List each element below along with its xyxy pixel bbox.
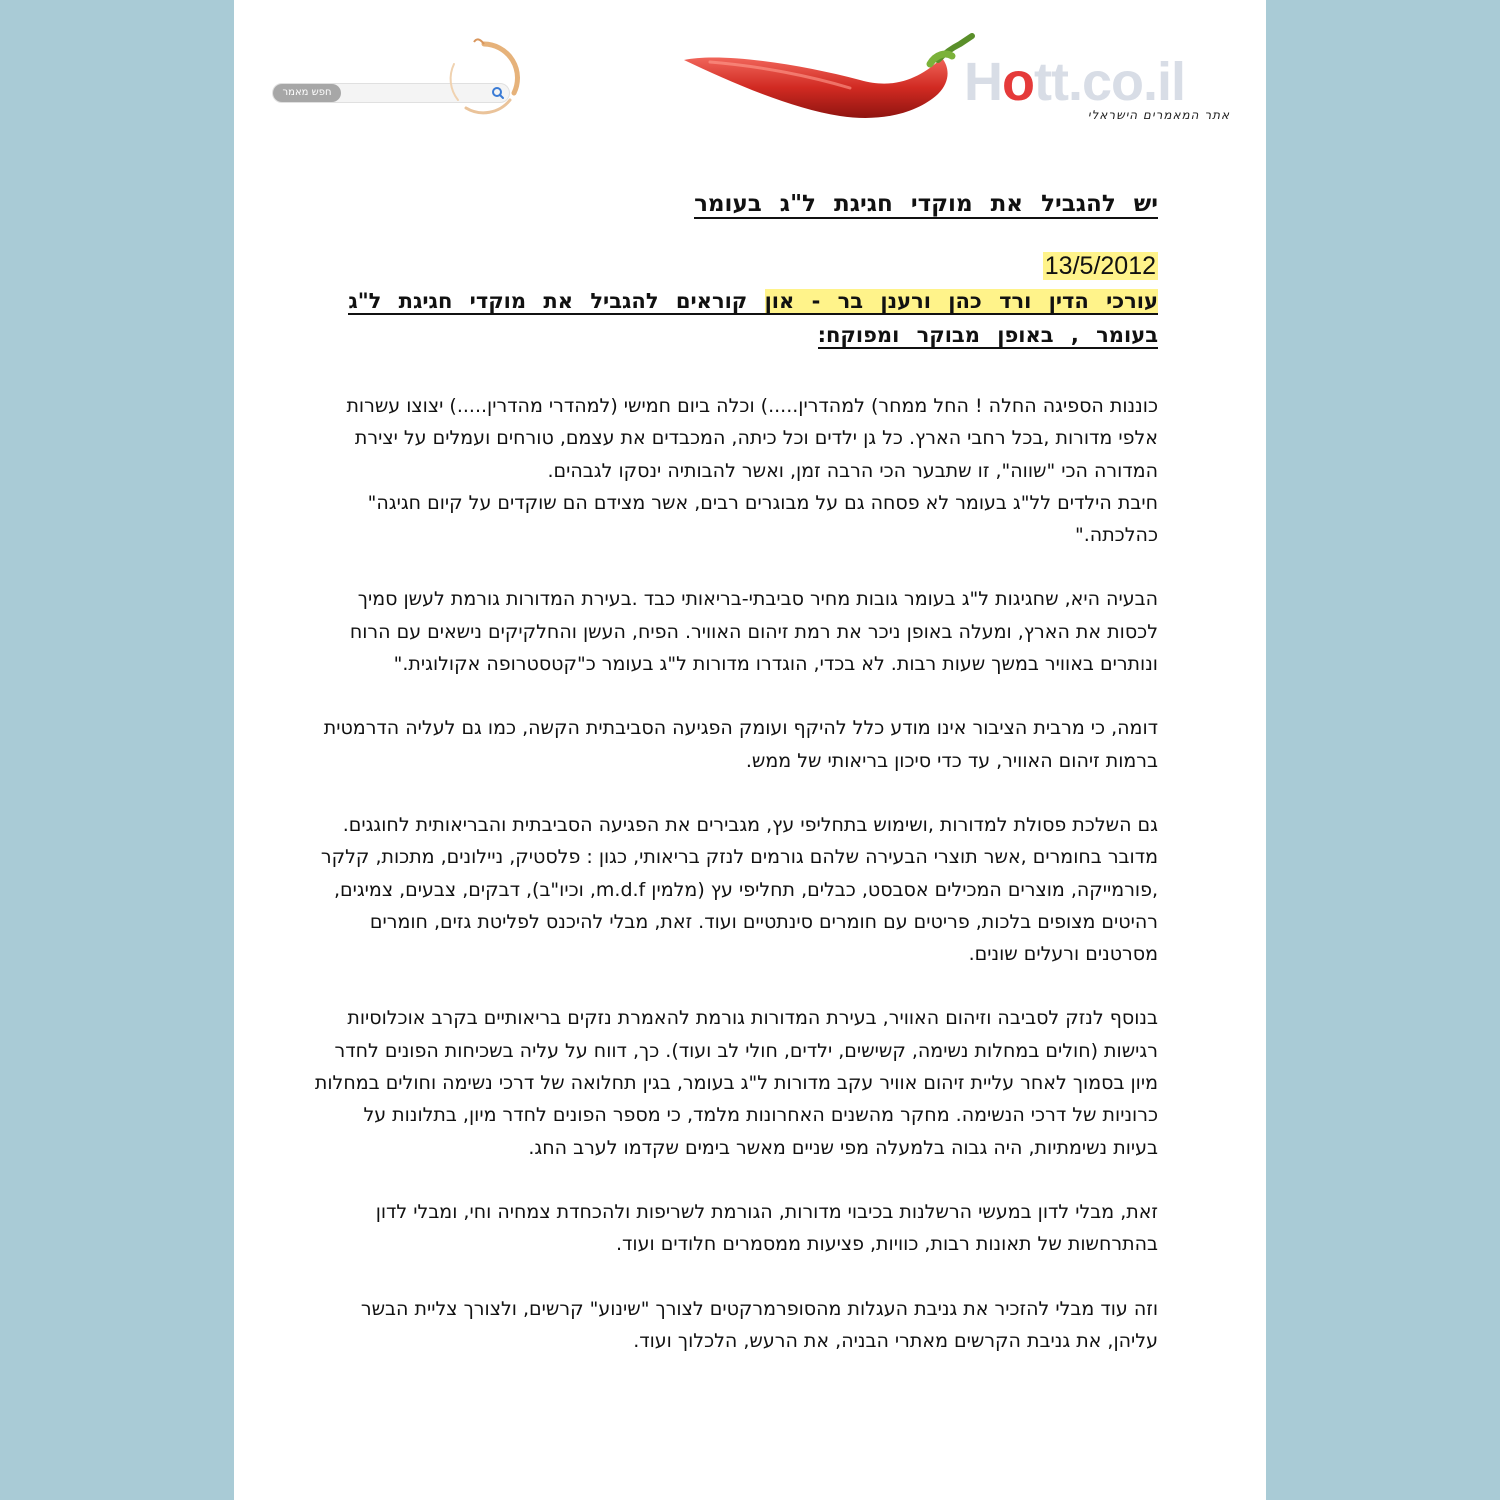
- article-title-text: יש להגביל את מוקדי חגיגת ל"ג בעומר: [694, 191, 1158, 217]
- chili-pepper-logo-image: [680, 30, 980, 122]
- article-date-text: 13/5/2012: [1044, 252, 1156, 280]
- article-subheading: [314, 284, 1158, 352]
- article-page: [234, 0, 1266, 1500]
- subheading-authors: עורכי הדין ורד כהן ורענן בר - און: [764, 289, 1158, 313]
- article-title: [314, 186, 1158, 222]
- subheading-text: קוראים להגביל את מוקדי חגיגת ל"ג בעומר , באופן מבוקר ומפוקח:: [348, 289, 1158, 347]
- article-paragraph: כוננות הספיגה החלה ! החל ממחר) למהדרין.....) וכלה ביום חמישי (למהדרי מהדרין.....) יצוצו עשרות אלפי מדורות ,בכל רחבי הארץ. כל גן ילדים וכל כיתה, המכבדים את עצמם, טורחים ועמלים על יצירת המדורה הכי "שווה", זו שתבער הכי הרבה זמן, ואשר להבותיה ינסקו לגבהים.: [346, 395, 1158, 482]
- article-content: [314, 186, 1158, 1357]
- logo-text-rest: tt.co.il: [1034, 52, 1185, 112]
- search-article-button[interactable]: חפש מאמר: [273, 84, 341, 102]
- site-tagline: אתר המאמרים הישראלי: [1087, 108, 1230, 122]
- article-paragraph: בנוסף לנזק לסביבה וזיהום האוויר, בעירת המדורות גורמת להאמרת נזקים בריאותיים בקרב אוכלוסיות רגישות (חולים במחלות נשימה, קשישים, ילדים, חולי לב ועוד). כך, דווח על עליה בשכיחות הפונים לחדר מיון בסמוך לאחר עליית זיהום אוויר עקב מדורות ל"ג בעומר, בגין תחלואה של דרכי נשימה וחולים במחלות כרוניות של דרכי הנשימה. מחקר מהשנים האחרונות מלמד, כי מספר הפונים לחדר מיון, בתלונות על בעיות נשימתיות, היה גבוה בלמעלה מפי שניים מאשר בימים שקדמו לערב החג.: [314, 1007, 1158, 1159]
- article-paragraph: חיבת הילדים לל"ג בעומר לא פסחה גם על מבוגרים רבים, אשר מצידם הם שוקדים על קיום חגיגה" כהלכתה.": [367, 491, 1158, 547]
- article-paragraph: דומה, כי מרבית הציבור אינו מודע כלל להיקף ועומק הפגיעה הסביבתית הקשה, כמו גם לעליה הדרמטית ברמות זיהום האוויר, עד כדי סיכון בריאותי של ממש.: [323, 717, 1158, 772]
- article-paragraph: זאת, מבלי לדון במעשי הרשלנות בכיבוי מדורות, הגורמת לשריפות ולהכחדת צמחיה וחי, ומבלי לדון בהתרחשות של תאונות רבות, כוויות, פציעות ממסמרים חלודים ועוד.: [375, 1200, 1158, 1256]
- coffee-stain-decoration: [444, 38, 524, 118]
- article-paragraph: הבעיה היא, שחגיגות ל"ג בעומר גובות מחיר סביבתי-בריאותי כבד .בעירת המדורות גורמת לעשן סמיך לכסות את הארץ, ומעלה באופן ניכר את רמת זיהום האוויר. הפיח, העשן והחלקיקים נישאים עם הרוח ונותרים באוויר במשך שעות רבות. לא בכדי, הוגדרו מדורות ל"ג בעומר כ"קטסטרופה אקולוגית.": [349, 588, 1158, 676]
- article-paragraph: וזה עוד מבלי להזכיר את גניבת העגלות מהסופרמרקטים לצורך "שינוע" קרשים, ולצורך צליית הבשר עליהן, את גניבת הקרשים מאתרי הבניה, את הרעש, הלכלוך ועוד.: [360, 1297, 1158, 1352]
- article-paragraph: גם השלכת פסולת למדורות ,ושימוש בתחליפי עץ, מגבירים את הפגיעה הסביבתית והבריאותית לחוגגים. מדובר בחומרים ,אשר תוצרי הבעירה שלהם גורמים לנזק בריאותי, כגון : פלסטיק, ניילונים, מתכות, קלקר ,פורמייקה, מוצרים המכילים אסבסט, כבלים, תחליפי עץ (מלמין m.d.f, וכיו"ב), דבקים, צבעים, צמיגים, רהיטים מצופים בלכות, פריטים עם חומרים סינתטיים ועוד. זאת, מבלי להיכנס לפליטת גזים, חומרים מסרטנים ורעלים שונים.: [320, 813, 1158, 966]
- logo-text-h: H: [964, 52, 1002, 112]
- logo-text-o: o: [1002, 52, 1034, 112]
- article-date: [314, 250, 1158, 282]
- site-logo[interactable]: [964, 52, 1230, 112]
